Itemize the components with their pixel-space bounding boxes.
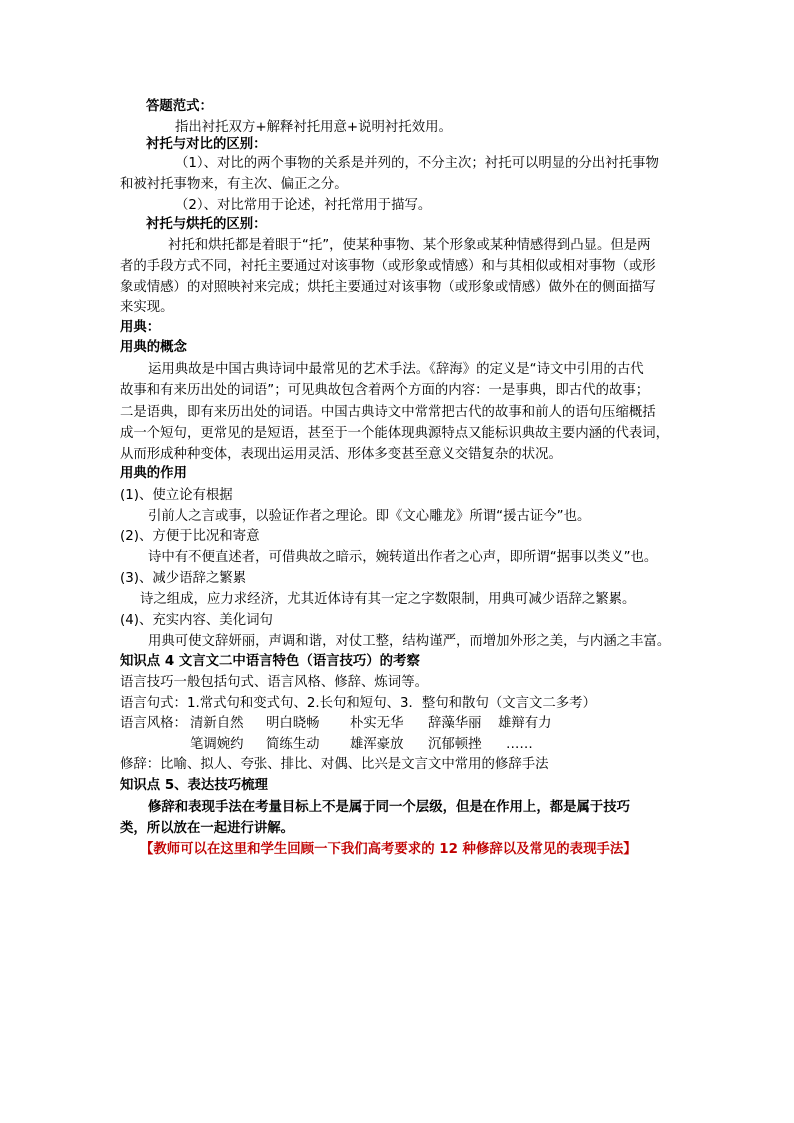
hongtuo-diff-heading: 衬托与烘托的区别： — [146, 217, 267, 232]
answer-format-text: 指出衬托双方+解释衬托用意+说明衬托效用。 — [175, 120, 452, 135]
function-3-title: (3)、减少语辞之繁累 — [120, 571, 247, 586]
concept-line-4: 成一个短句，更常见的是短语，甚至于一个能体现典源特点又能标识典故主要内涵的代表词， — [120, 426, 670, 441]
answer-format-heading: 答题范式： — [146, 99, 213, 114]
teacher-note: 【教师可以在这里和学生回顾一下我们高考要求的 12 种修辞以及常见的表现手法】 — [140, 842, 637, 857]
function-4-text: 用典可使文辞妍丽，声调和谐，对仗工整，结构谨严，而增加外形之美，与内涵之丰富。 — [148, 634, 671, 649]
hongtuo-diff-line-1: 衬托和烘托都是着眼于“托”，使某种事物、某个形象或某种情感得到凸显。但是两 — [168, 238, 651, 253]
function-2-text: 诗中有不便直述者，可借典故之暗示，婉转道出作者之心声，即所谓“据事以类义”也。 — [148, 550, 658, 565]
contrast-diff-point-2: （2）、对比常用于论述，衬托常用于描写。 — [175, 198, 432, 213]
function-1-title: (1)、使立论有根据 — [120, 488, 233, 503]
kp4-line-2: 语言句式：1.常式句和变式句、2.长句和短句、3．整句和散句（文言文二多考） — [120, 696, 596, 711]
kp5-line-2: 类，所以放在一起进行讲解。 — [120, 821, 295, 836]
yongdian-concept-heading: 用典的概念 — [120, 340, 187, 355]
style-row-1-item-3: 朴实无华 — [350, 716, 404, 731]
function-2-title: (2)、方便于比况和寄意 — [120, 529, 260, 544]
concept-line-2: 故事和有来历出处的词语”；可见典故包含着两个方面的内容：一是事典，即古代的故事； — [120, 383, 650, 398]
style-row-1-item-2: 明白晓畅 — [266, 716, 320, 731]
kp5-line-1: 修辞和表现手法在考量目标上不是属于同一个层级，但是在作用上，都是属于技巧 — [148, 800, 631, 815]
yongdian-heading: 用典： — [120, 320, 161, 335]
concept-line-1: 运用典故是中国古典诗词中最常见的艺术手法。《辞海》的定义是“诗文中引用的古代 — [148, 362, 644, 377]
concept-line-5: 从而形成种种变体，表现出运用灵活、形体多变甚至意义交错复杂的状况。 — [120, 447, 562, 462]
contrast-diff-heading: 衬托与对比的区别： — [146, 137, 267, 152]
hongtuo-diff-line-4: 来实现。 — [120, 300, 174, 315]
kp5-heading: 知识点 5、表达技巧梳理 — [120, 778, 268, 793]
style-label: 语言风格： — [120, 716, 187, 731]
kp4-heading: 知识点 4 文言文二中语言特色（语言技巧）的考察 — [120, 654, 420, 669]
style-row-2-item-1: 笔调婉约 — [190, 737, 244, 752]
contrast-diff-point-1-cont: 和被衬托事物来，有主次、偏正之分。 — [120, 177, 348, 192]
style-row-1-item-4: 辞藻华丽 — [428, 716, 482, 731]
style-row-1-item-1: 清新自然 — [190, 716, 244, 731]
kp4-rhetoric: 修辞：比喻、拟人、夸张、排比、对偶、比兴是文言文中常用的修辞手法 — [120, 757, 549, 772]
style-row-2-item-3: 雄浑豪放 — [350, 737, 404, 752]
style-row-2-item-2: 简练生动 — [266, 737, 320, 752]
hongtuo-diff-line-2: 者的手段方式不同，衬托主要通过对该事物（或形象或情感）和与其相似或相对事物（或形 — [120, 259, 656, 274]
contrast-diff-point-1: （1）、对比的两个事物的关系是并列的，不分主次；衬托可以明显的分出衬托事物 — [175, 156, 659, 171]
kp4-line-1: 语言技巧一般包括句式、语言风格、修辞、炼词等。 — [120, 675, 428, 690]
function-4-title: (4)、充实内容、美化词句 — [120, 613, 273, 628]
function-1-text: 引前人之言或事，以验证作者之理论。即《文心雕龙》所谓“援古证今”也。 — [148, 509, 591, 524]
function-heading: 用典的作用 — [120, 466, 187, 481]
style-row-2-item-5: …… — [506, 737, 533, 752]
style-row-1-item-5: 雄辩有力 — [498, 716, 552, 731]
function-3-text: 诗之组成，应力求经济，尤其近体诗有其一定之字数限制，用典可减少语辞之繁累。 — [140, 592, 636, 607]
concept-line-3: 二是语典，即有来历出处的词语。中国古典诗文中常常把古代的故事和前人的语句压缩概括 — [120, 405, 656, 420]
hongtuo-diff-line-3: 象或情感）的对照映衬来完成；烘托主要通过对该事物（或形象或情感）做外在的侧面描写 — [120, 280, 656, 295]
style-row-2-item-4: 沉郁顿挫 — [428, 737, 482, 752]
